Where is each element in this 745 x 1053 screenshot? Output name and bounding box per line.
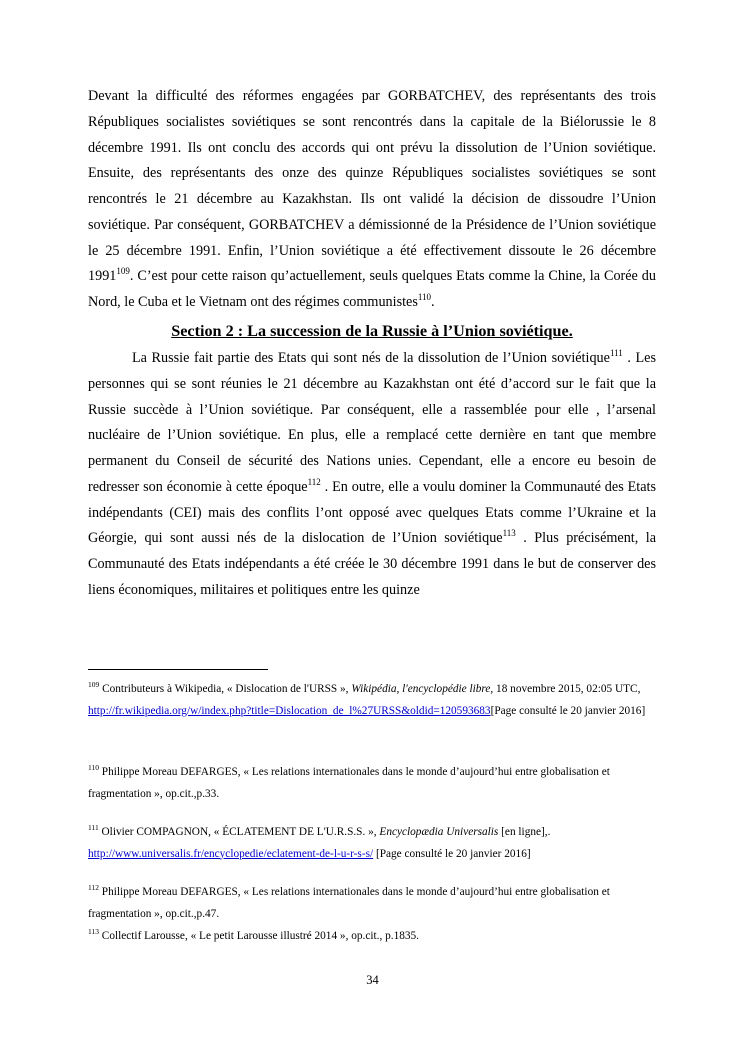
footnote-text: Philippe Moreau DEFARGES, « Les relations internationales dans le monde d’aujourd’hui entre globalisation et fragmentation », op.cit.,p.33. bbox=[88, 766, 610, 800]
footnote-link[interactable]: http://fr.wikipedia.org/w/index.php?title=Dislocation_de_l%27URSS&oldid=120593683 bbox=[88, 704, 491, 717]
paragraph-text: . Plus précisément, la Communauté des Etats indépendants a été créée le 30 décembre 1991 dans le but de conserver des liens économiques, militaires et politiques entre les quinze bbox=[88, 530, 657, 598]
footnote-number: 112 bbox=[88, 883, 99, 892]
page-number: 34 bbox=[366, 973, 379, 987]
footnote-text: [Page consulté le 20 janvier 2016] bbox=[490, 704, 646, 717]
footnote-109 bbox=[88, 679, 663, 722]
body-paragraph-1 bbox=[88, 84, 656, 316]
paragraph-text: Devant la difficulté des réformes engagées par GORBATCHEV, des représentants des trois Républiques socialistes soviétiques se sont rencontrés dans la capitale de la Biélorussie le 8 décembre 1991. Ils ont conclu des accords qui ont prévu la dissolution de l’Union soviétique. Ensuite, des représentants des onze des quinze Républiques socialistes soviétiques se sont rencontrés le 21 décembre au Kazakhstan. Ils ont validé la décision de dissoudre l’Union soviétique. Par conséquent, GORBATCHEV a démissionné de la Présidence de l’Union soviétique le 25 décembre 1991. Enfin, l’Union soviétique a été effectivement dissoute le 26 décembre 1991 bbox=[88, 88, 656, 285]
footnote-113 bbox=[88, 926, 663, 948]
footnote-text: [Page consulté le 20 janvier 2016] bbox=[373, 847, 531, 860]
section-heading: Section 2 : La succession de la Russie à l’Union soviétique. bbox=[171, 322, 573, 340]
paragraph-text: . bbox=[431, 294, 435, 310]
footnote-ref-112[interactable]: 112 bbox=[307, 476, 321, 487]
paragraph-text: La Russie fait partie des Etats qui sont nés de la dissolution de l’Union soviétique bbox=[132, 350, 610, 366]
footnote-110 bbox=[88, 762, 663, 805]
footnote-number: 109 bbox=[88, 680, 100, 689]
footnote-text: [en ligne],. bbox=[498, 826, 551, 838]
footnote-ref-110[interactable]: 110 bbox=[417, 292, 432, 302]
footnote-112 bbox=[88, 882, 663, 925]
footnote-link[interactable]: http://www.universalis.fr/encyclopedie/eclatement-de-l-u-r-s-s/ bbox=[88, 847, 374, 860]
footnote-text: Olivier COMPAGNON, « ÉCLATEMENT DE L'U.R.S.S. », bbox=[98, 826, 380, 838]
footnote-ref-109[interactable]: 109 bbox=[116, 266, 130, 277]
footnote-number: 113 bbox=[88, 927, 99, 936]
footnote-text: Collectif Larousse, « Le petit Larousse illustré 2014 », op.cit., p.1835. bbox=[98, 930, 419, 942]
footnote-number: 111 bbox=[88, 823, 99, 832]
footnote-111 bbox=[88, 822, 663, 865]
footnote-text: 18 novembre 2015, 02:05 UTC, bbox=[493, 683, 641, 695]
paragraph-text: . Les personnes qui se sont réunies le 21 décembre au Kazakhstan ont été d’accord sur le fait que la Russie succède à l’Union soviétique. Par conséquent, elle a rassemblée pour elle , l’arsenal nucléaire de l’Union soviétique. En plus, elle a remplacé cette dernière en tant que membre permanent du Conseil de sécurité des Nations unies. Cependant, elle a encore eu besoin de redresser son économie à cette époque bbox=[88, 350, 656, 495]
body-paragraph-2 bbox=[88, 346, 656, 604]
footnote-ref-113[interactable]: 113 bbox=[502, 528, 516, 539]
footnote-text: Philippe Moreau DEFARGES, « Les relations internationales dans le monde d’aujourd’hui entre globalisation et fragmentation », op.cit.,p.47. bbox=[88, 886, 610, 920]
paragraph-text: . En outre, elle a voulu dominer la Communauté des Etats indépendants (CEI) mais des conflits l’ont opposé avec quelques Etats comme l’Ukraine et la Géorgie, qui sont aussi nés de la dislocation de l’Union soviétique bbox=[88, 478, 656, 547]
footnote-italic-title: Encyclopædia Universalis bbox=[379, 826, 499, 838]
footnote-separator bbox=[88, 669, 268, 670]
footnote-text: Contributeurs à Wikipedia, « Dislocation de l'URSS », bbox=[99, 683, 352, 695]
footnote-italic-title: Wikipédia, l'encyclopédie libre, bbox=[351, 683, 494, 695]
footnote-ref-111[interactable]: 111 bbox=[609, 348, 623, 358]
paragraph-text: . C’est pour cette raison qu’actuellement, seuls quelques Etats comme la Chine, la Corée du Nord, le Cuba et le Vietnam ont des régimes communistes bbox=[88, 268, 656, 310]
footnote-number: 110 bbox=[88, 763, 99, 772]
